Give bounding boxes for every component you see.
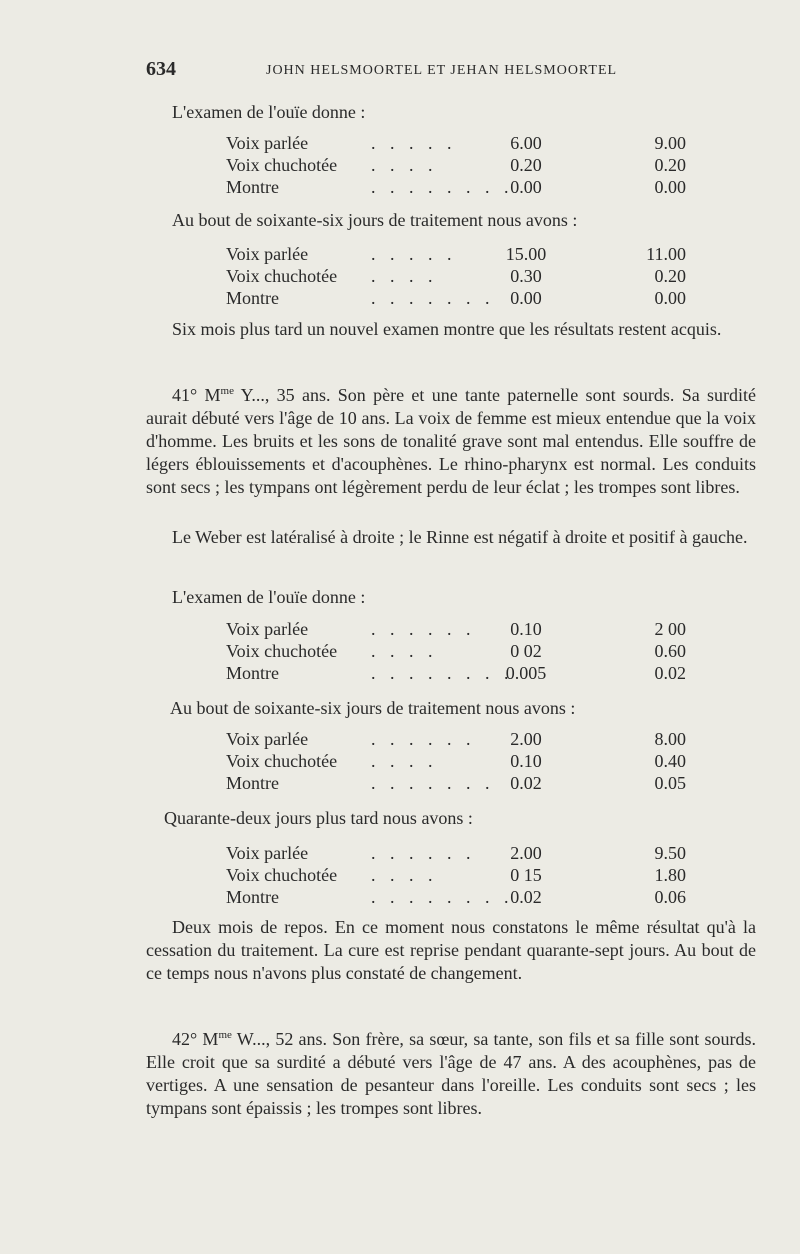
case-41-paragraph — [146, 380, 756, 499]
hearing-table — [226, 842, 696, 908]
row-dots: . . . . . . — [371, 619, 476, 639]
row-dots: . . . . — [371, 641, 438, 661]
row-label: Voix chuchotée — [226, 266, 338, 286]
row-label: Voix parlée — [226, 729, 309, 749]
row-dots: . . . . . . . . — [371, 663, 514, 683]
hearing-table — [226, 243, 696, 309]
row-dots: . . . . . . . — [371, 773, 495, 793]
row-label: Voix chuchotée — [226, 751, 338, 771]
left-ear-value: 2.00 — [510, 843, 542, 863]
treatment-heading: Au bout de soixante-six jours de traitement nous avons : — [172, 210, 578, 230]
paragraph-text: Le Weber est latéralisé à droite ; le Rinne est négatif à droite et positif à gauche. — [172, 527, 748, 547]
table-row — [226, 772, 696, 794]
left-ear-value: 15.00 — [505, 244, 547, 264]
left-ear-value: 0.20 — [510, 155, 542, 175]
left-ear-value: 0 02 — [510, 641, 542, 661]
paragraph-text: Six mois plus tard un nouvel examen montre que les résultats restent acquis. — [172, 319, 722, 339]
left-ear-value: 2.00 — [510, 729, 542, 749]
right-ear-value: 0.40 — [654, 751, 686, 771]
table-row — [226, 662, 696, 684]
page-header — [146, 58, 646, 88]
row-dots: . . . . . . . — [371, 288, 495, 308]
row-label: Voix chuchotée — [226, 155, 338, 175]
right-ear-value: 1.80 — [654, 865, 686, 885]
table-row — [226, 750, 696, 772]
left-ear-value: 0.00 — [510, 177, 542, 197]
row-dots: . . . . . — [371, 244, 457, 264]
exam-intro: L'examen de l'ouïe donne : — [172, 102, 366, 122]
left-ear-value: 0 15 — [510, 865, 542, 885]
right-ear-value: 0.60 — [654, 641, 686, 661]
right-ear-value: 0.05 — [654, 773, 686, 793]
hearing-table — [226, 728, 696, 794]
table-row — [226, 864, 696, 886]
table-row — [226, 640, 696, 662]
right-ear-value: 2 00 — [654, 619, 686, 639]
paragraph-text: Deux mois de repos. En ce moment nous constatons le même résultat qu'à la cessation du traitement. La cure est reprise pendant quarante-sept jours. Au bout de ce temps nous n'avons plus constaté de changement. — [146, 917, 756, 983]
table-row — [226, 243, 696, 265]
row-label: Montre — [226, 288, 279, 308]
row-label: Voix chuchotée — [226, 641, 338, 661]
table-row — [226, 728, 696, 750]
left-ear-value: 0.10 — [510, 619, 542, 639]
title-abbr: M — [202, 1029, 219, 1049]
case-text — [146, 1024, 756, 1120]
table-row — [226, 287, 696, 309]
table-row — [226, 618, 696, 640]
rest-paragraph — [146, 916, 756, 985]
row-label: Montre — [226, 663, 279, 683]
left-ear-value: 6.00 — [510, 133, 542, 153]
row-label: Voix parlée — [226, 244, 309, 264]
row-dots: . . . . — [371, 155, 438, 175]
row-label: Voix parlée — [226, 133, 309, 153]
row-dots: . . . . . . . . — [371, 887, 514, 907]
row-dots: . . . . — [371, 751, 438, 771]
hearing-table — [226, 618, 696, 684]
case-number: 42° — [172, 1029, 198, 1049]
exam-intro: L'examen de l'ouïe donne : — [172, 587, 366, 607]
right-ear-value: 0.06 — [654, 887, 686, 907]
later-heading: Quarante-deux jours plus tard nous avons : — [164, 808, 473, 828]
weber-paragraph — [146, 526, 756, 549]
page-number: 634 — [146, 58, 176, 80]
conclusion-paragraph — [146, 318, 756, 341]
right-ear-value: 9.00 — [654, 133, 686, 153]
left-ear-value: 0.30 — [510, 266, 542, 286]
right-ear-value: 0.02 — [654, 663, 686, 683]
row-dots: . . . . . . — [371, 843, 476, 863]
title-abbr-sup: me — [218, 1029, 232, 1041]
row-label: Montre — [226, 773, 279, 793]
table-row — [226, 842, 696, 864]
right-ear-value: 9.50 — [654, 843, 686, 863]
treatment-heading: Au bout de soixante-six jours de traitement nous avons : — [170, 698, 576, 718]
right-ear-value: 0.20 — [654, 155, 686, 175]
table-row — [226, 886, 696, 908]
case-text — [146, 380, 756, 499]
table-row — [226, 265, 696, 287]
row-dots: . . . . . . — [371, 729, 476, 749]
right-ear-value: 0.00 — [654, 288, 686, 308]
left-ear-value: 0.02 — [510, 773, 542, 793]
title-abbr: M — [204, 385, 221, 405]
table-row — [226, 132, 696, 154]
case-number: 41° — [172, 385, 198, 405]
right-ear-value: 0.00 — [654, 177, 686, 197]
left-ear-value: 0.10 — [510, 751, 542, 771]
row-dots: . . . . . . . . — [371, 177, 514, 197]
row-dots: . . . . — [371, 865, 438, 885]
case-description: Y..., 35 ans. Son père et une tante paternelle sont sourds. Sa surdité aurait débuté vers l'âge de 10 ans. La voix de femme est mieux entendue que la voix d'homme. Les bruits et les sons de tonalité grave sont mal entendus. Elle souffre de légers éblouissements et d'acouphènes. Le rhino-pharynx est normal. Les conduits sont secs ; les tympans ont légèrement perdu de leur éclat ; les trompes sont libres. — [146, 385, 757, 497]
case-description: W..., 52 ans. Son frère, sa sœur, sa tante, son fils et sa fille sont sourds. Elle croit que sa surdité a débuté vers l'âge de 47 ans. A des acouphènes, pas de vertiges. A une sensation de pesanteur dans l'oreille. Les conduits sont secs ; les tympans sont épaissis ; les trompes sont libres. — [146, 1029, 756, 1118]
row-dots: . . . . — [371, 266, 438, 286]
right-ear-value: 11.00 — [646, 244, 686, 264]
row-label: Montre — [226, 177, 279, 197]
left-ear-value: 0.00 — [510, 288, 542, 308]
table-row — [226, 154, 696, 176]
right-ear-value: 8.00 — [654, 729, 686, 749]
row-label: Voix parlée — [226, 843, 309, 863]
left-ear-value: 0.005 — [505, 663, 547, 683]
case-42-paragraph — [146, 1024, 756, 1120]
row-label: Voix parlée — [226, 619, 309, 639]
hearing-table — [226, 132, 696, 198]
table-row — [226, 176, 696, 198]
right-ear-value: 0.20 — [654, 266, 686, 286]
title-abbr-sup: me — [220, 385, 234, 397]
running-title: JOHN HELSMOORTEL ET JEHAN HELSMOORTEL — [266, 63, 618, 78]
row-label: Voix chuchotée — [226, 865, 338, 885]
left-ear-value: 0.02 — [510, 887, 542, 907]
row-dots: . . . . . — [371, 133, 457, 153]
row-label: Montre — [226, 887, 279, 907]
